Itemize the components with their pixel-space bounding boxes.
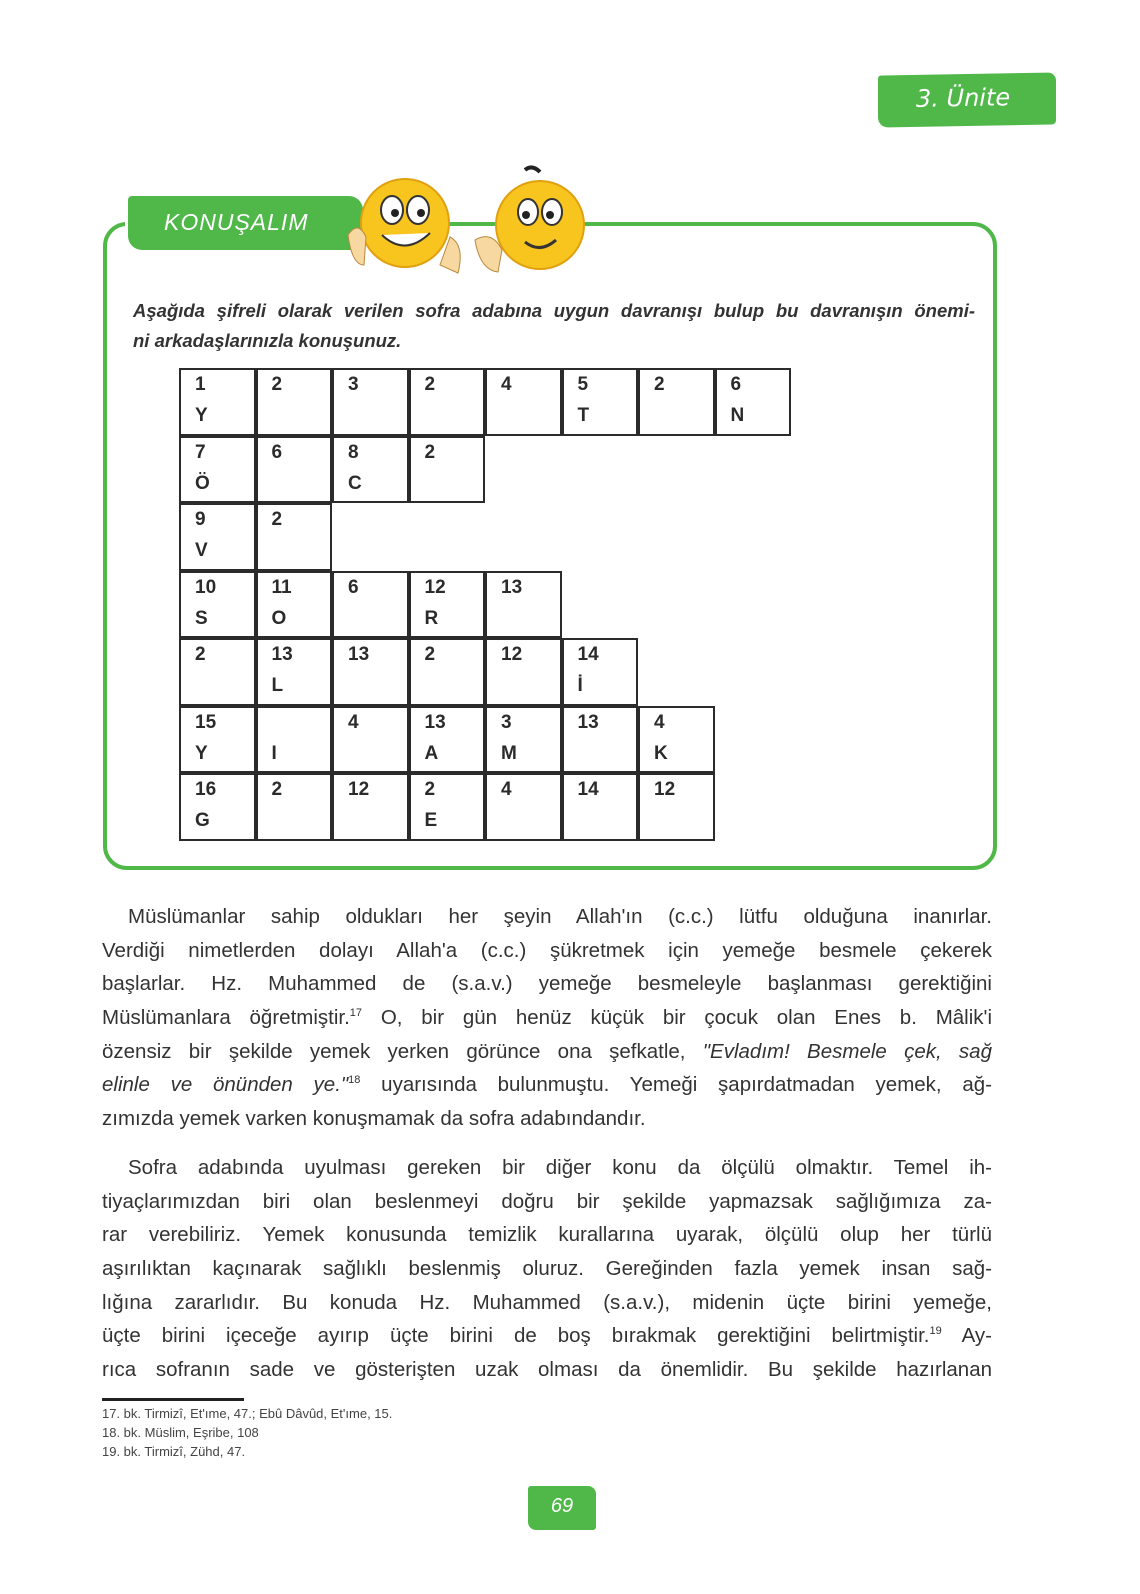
grid-cell — [485, 368, 562, 436]
cell-number: 5 — [577, 374, 589, 395]
cell-number: 2 — [654, 374, 665, 395]
unit-label: 3. Ünite — [916, 83, 1011, 113]
quote-text: "Evladım! Besmele çek, sağ — [702, 1039, 992, 1063]
footnote: 18. bk. Müslim, Eşribe, 108 — [102, 1425, 259, 1440]
listening-emoji-icon — [470, 160, 595, 280]
cell-number: 13 — [348, 644, 370, 665]
grid-cell — [715, 368, 792, 436]
cell-number: 3 — [348, 374, 359, 395]
cell-number: 6 — [348, 576, 359, 598]
cell-letter: C — [348, 472, 362, 494]
cell-number: 4 — [501, 779, 512, 800]
cell-letter: L — [271, 675, 284, 696]
cell-number: 2 — [271, 779, 283, 800]
grid-cell — [485, 706, 562, 774]
instruction-line: Aşağıda şifreli olarak verilen sofra adabına uygun davranışı bulup bu davranışın önemi- — [133, 300, 975, 321]
cell-number: 9 — [195, 509, 206, 530]
cell-number: 3 — [501, 711, 512, 733]
grid-cell — [638, 368, 715, 436]
footnote: 17. bk. Tirmizî, Et'ıme, 47.; Ebû Dâvûd, Et'ıme, 15. — [102, 1406, 393, 1421]
text-line: rar verebiliriz. Yemek konusunda temizlik kurallarına uyarak, ölçülü olup her türlü — [102, 1223, 992, 1247]
cell-number: 14 — [577, 779, 599, 800]
grid-cell — [332, 368, 409, 436]
cell-number: 4 — [348, 711, 359, 733]
grid-cell — [332, 773, 409, 841]
cell-number: 6 — [730, 374, 742, 395]
text-line: tiyaçlarımızdan biri olan beslenmeyi doğru bir şekilde yapmazsak sağlığımıza za- — [102, 1189, 992, 1213]
grid-cell — [179, 773, 256, 841]
grid-cell — [256, 773, 333, 841]
cell-letter: V — [195, 540, 208, 561]
cell-number: 12 — [501, 644, 523, 665]
paragraph-2 — [102, 1151, 992, 1387]
text-line — [102, 1001, 992, 1035]
cell-number: 2 — [424, 779, 436, 800]
activity-instruction — [133, 296, 975, 356]
cell-number: 13 — [501, 576, 523, 598]
footnote-ref: 19 — [929, 1325, 942, 1338]
page-number: 69 — [550, 1495, 574, 1517]
text-line: Verdiği nimetlerden dolayı Allah'a (c.c.) şükretmek için yemeğe besmele çekerek — [102, 938, 992, 962]
grid-cell — [256, 368, 333, 436]
grid-cell — [256, 503, 333, 571]
grid-cell — [332, 638, 409, 706]
grid-cell — [485, 773, 562, 841]
cell-letter: Y — [195, 742, 208, 764]
cell-letter: T — [577, 405, 590, 426]
text-line: zımızda yemek varken konuşmamak da sofra adabındandır. — [102, 1107, 646, 1131]
cell-number: 11 — [271, 576, 292, 598]
cell-number: 15 — [195, 711, 217, 733]
grid-cell — [179, 706, 256, 774]
cell-number: 13 — [577, 711, 599, 733]
cell-letter: O — [271, 607, 287, 629]
grid-cell — [409, 368, 486, 436]
grid-cell — [638, 706, 715, 774]
grid-cell — [179, 571, 256, 639]
grid-cell — [179, 368, 256, 436]
grid-cell — [332, 436, 409, 504]
grid-cell — [409, 571, 486, 639]
cell-letter: S — [195, 607, 208, 629]
grid-cell — [485, 638, 562, 706]
footnote-divider — [102, 1398, 244, 1401]
unit-label-tab — [878, 72, 1056, 127]
cell-letter: Ö — [195, 472, 210, 494]
cell-letter: G — [195, 810, 210, 831]
text: Müslümanlara öğretmiştir. — [102, 1006, 350, 1030]
quote-text: elinle ve önünden ye." — [102, 1073, 349, 1097]
cell-letter: M — [501, 742, 517, 764]
grid-cell — [256, 638, 333, 706]
text-line: rıca sofranın sade ve gösterişten uzak olması da önemlidir. Bu şekilde hazırlanan — [102, 1358, 992, 1382]
text-line: lığına zararlıdır. Bu konuda Hz. Muhammed (s.a.v.), midenin üçte birini yemeğe, — [102, 1290, 992, 1314]
grid-cell — [485, 571, 562, 639]
grid-cell — [562, 368, 639, 436]
grid-cell — [409, 638, 486, 706]
text-line: Sofra adabında uyulması gereken bir diğer konu da ölçülü olmaktır. Temel ih- — [128, 1156, 992, 1179]
cell-number: 2 — [271, 374, 283, 395]
text-line — [102, 1035, 992, 1069]
cell-number: 2 — [195, 644, 206, 665]
text-line: başlarlar. Hz. Muhammed de (s.a.v.) yemeğe besmeleyle başlanması gerektiğini — [102, 972, 992, 996]
text-line — [102, 1319, 992, 1353]
grid-cell — [256, 436, 333, 504]
cell-number: 8 — [348, 441, 359, 463]
cell-number: 6 — [271, 441, 283, 463]
grid-cell — [256, 571, 333, 639]
text: Ay- — [941, 1324, 992, 1348]
cell-number: 13 — [424, 711, 446, 733]
grid-cell — [332, 571, 409, 639]
grid-cell — [179, 503, 256, 571]
cell-letter: E — [424, 810, 438, 831]
text: özensiz bir şekilde yemek yerken görünce ona şefkatle, — [102, 1039, 703, 1063]
grid-cell — [562, 773, 639, 841]
cell-letter: R — [424, 607, 439, 629]
cell-letter: I — [271, 742, 277, 764]
cell-letter: K — [654, 742, 668, 764]
grid-cell — [409, 706, 486, 774]
text: uyarısında bulunmuştu. Yemeği şapırdatmadan yemek, ağ- — [360, 1073, 992, 1097]
text: O, bir gün henüz küçük bir çocuk olan Enes b. Mâlik'i — [362, 1006, 992, 1030]
grid-cell — [562, 706, 639, 774]
cell-number: 4 — [501, 374, 512, 395]
talking-emoji-icon — [340, 165, 470, 280]
grid-cell — [179, 638, 256, 706]
text-line — [102, 1068, 992, 1102]
cell-number: 1 — [195, 374, 206, 395]
text-line: Müslümanlar sahip oldukları her şeyin Allah'ın (c.c.) lütfu olduğuna inanırlar. — [128, 905, 992, 928]
grid-cell — [256, 706, 333, 774]
cell-letter: N — [730, 405, 745, 426]
cell-number: 12 — [424, 576, 446, 598]
cell-letter: İ — [577, 675, 583, 696]
cell-letter: A — [424, 742, 439, 764]
cell-letter: Y — [195, 405, 208, 426]
page-number-badge — [528, 1486, 596, 1530]
cell-number: 10 — [195, 576, 217, 598]
paragraph-1 — [102, 900, 992, 1136]
cell-number: 13 — [271, 644, 293, 665]
cell-number: 4 — [654, 711, 665, 733]
activity-title: KONUŞALIM — [164, 209, 309, 235]
grid-cell — [332, 706, 409, 774]
footnote-ref: 18 — [348, 1074, 361, 1087]
cell-number: 2 — [424, 644, 436, 665]
footnote: 19. bk. Tirmizî, Zühd, 47. — [102, 1444, 246, 1459]
cell-number: 7 — [195, 441, 206, 463]
footnote-ref: 17 — [349, 1007, 363, 1020]
grid-cell — [638, 773, 715, 841]
cell-number: 12 — [348, 779, 370, 800]
cell-number: 2 — [271, 509, 283, 530]
cell-number: 14 — [577, 644, 599, 665]
instruction-line: ni arkadaşlarınızla konuşunuz. — [133, 330, 402, 351]
cell-number: 2 — [424, 441, 436, 463]
cell-number: 12 — [654, 779, 676, 800]
grid-cell — [409, 773, 486, 841]
footnotes — [102, 1404, 392, 1461]
text: üçte birini içeceğe ayırıp üçte birini de boş bırakmak gerektiğini belirtmiştir. — [102, 1324, 930, 1348]
text-line: aşırılıktan kaçınarak sağlıklı beslenmiş oluruz. Gereğinden fazla yemek insan sağ- — [102, 1257, 992, 1281]
cell-number: 16 — [195, 779, 217, 800]
activity-title-banner — [128, 196, 363, 250]
grid-cell — [409, 436, 486, 504]
grid-cell — [562, 638, 639, 706]
grid-cell — [179, 436, 256, 504]
cell-number: 2 — [424, 374, 436, 395]
